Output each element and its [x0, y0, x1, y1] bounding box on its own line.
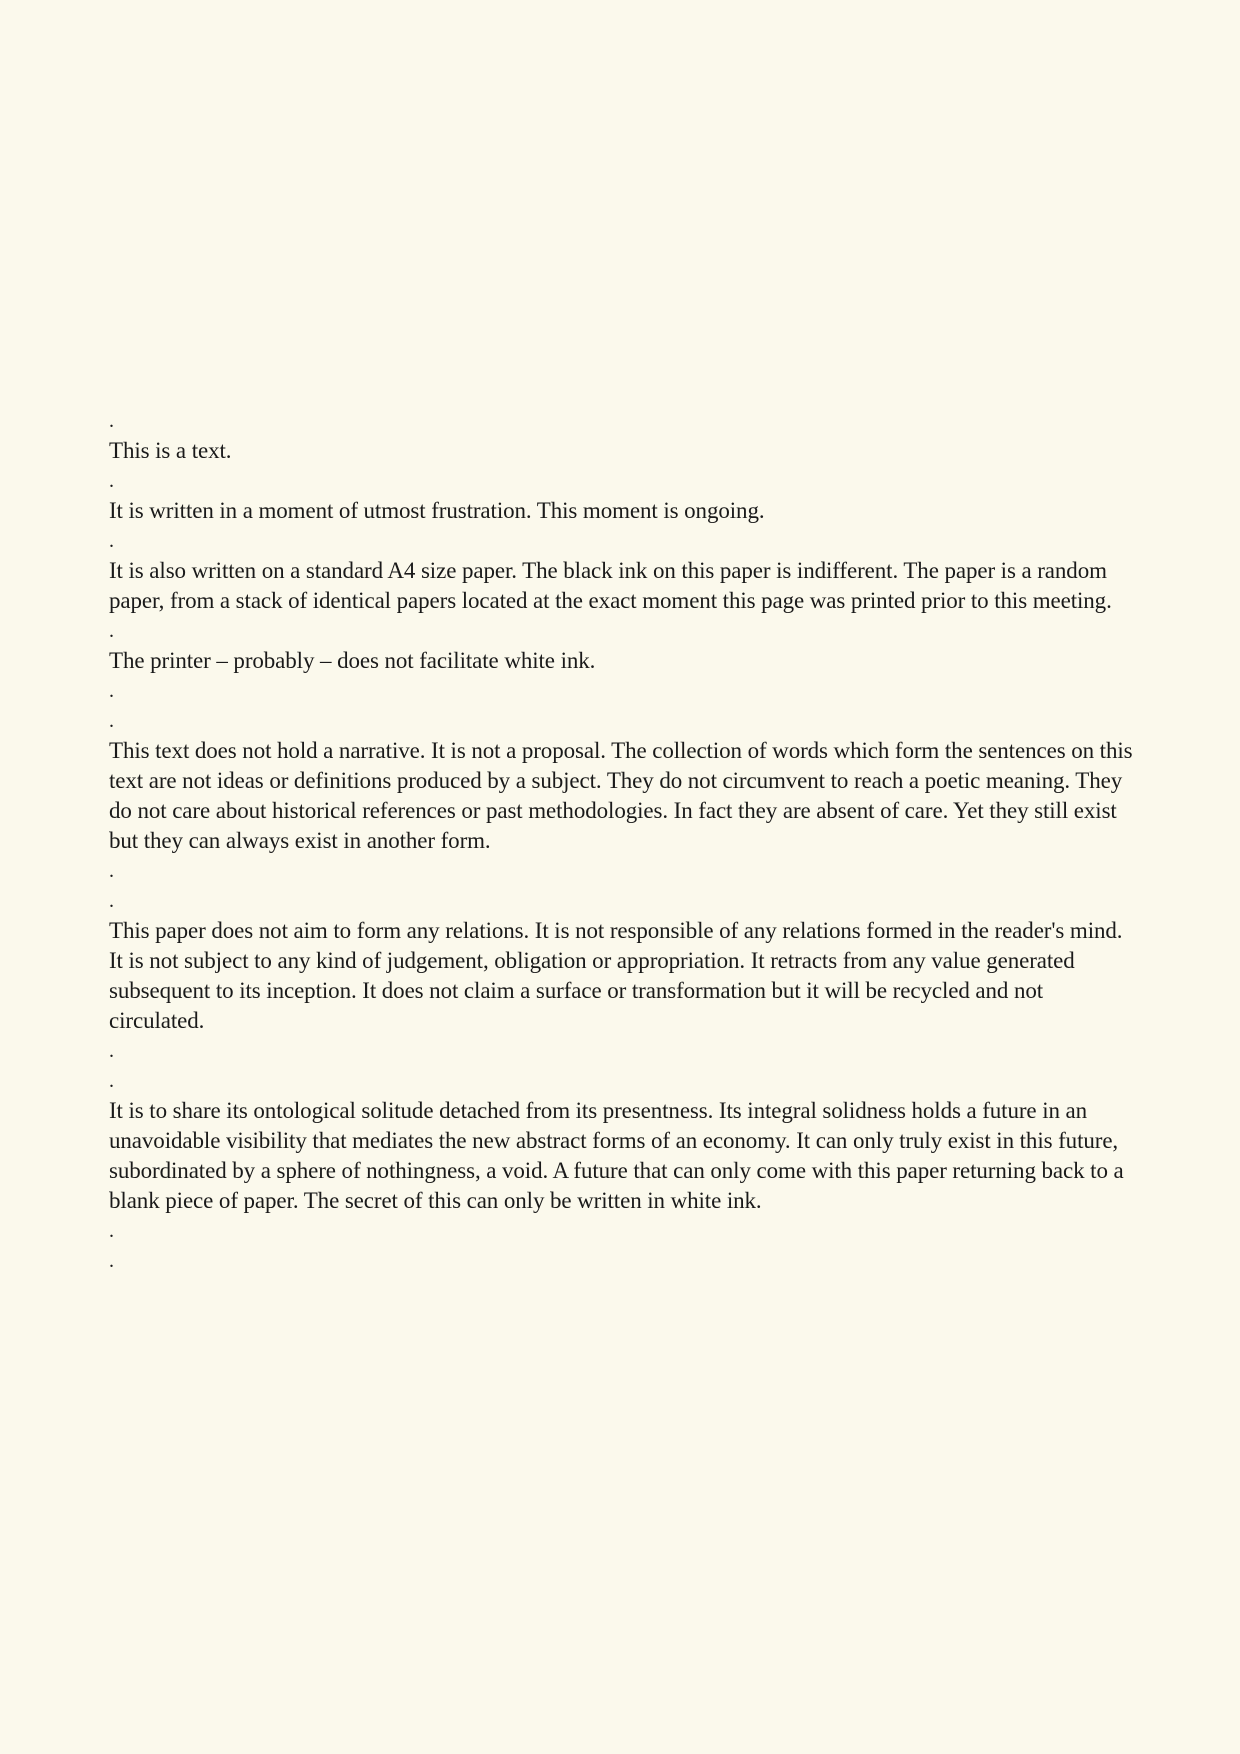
- paragraph: It is written in a moment of utmost frustration. This moment is ongoing.: [109, 498, 765, 523]
- body-text: [109, 406, 1139, 1276]
- separator-dot: .: [109, 530, 114, 552]
- separator-dot: .: [109, 890, 114, 912]
- separator-dot: .: [109, 860, 114, 882]
- paragraph: This is a text.: [109, 438, 232, 463]
- separator-dot: .: [109, 1070, 114, 1092]
- separator-dot: .: [109, 410, 114, 432]
- paragraph: The printer – probably – does not facilitate white ink.: [109, 648, 596, 673]
- paragraph: It is also written on a standard A4 size paper. The black ink on this paper is indifferent. The paper is a random paper, from a stack of identical papers located at the exact moment this page was printed prior to this meeting.: [109, 558, 1112, 613]
- separator-dot: .: [109, 1250, 114, 1272]
- paragraph: It is to share its ontological solitude detached from its presentness. Its integral solidness holds a future in an unavoidable visibility that mediates the new abstract forms of an economy. It can only truly exist in this future, subordinated by a sphere of nothingness, a void. A future that can only come with this paper returning back to a blank piece of paper. The secret of this can only be written in white ink.: [109, 1098, 1124, 1213]
- separator-dot: .: [109, 710, 114, 732]
- paragraph: This paper does not aim to form any relations. It is not responsible of any relations formed in the reader's mind. It is not subject to any kind of judgement, obligation or appropriation. It retracts from any value generated subsequent to its inception. It does not claim a surface or transformation but it will be recycled and not circulated.: [109, 918, 1123, 1033]
- separator-dot: .: [109, 680, 114, 702]
- separator-dot: .: [109, 470, 114, 492]
- separator-dot: .: [109, 1040, 114, 1062]
- separator-dot: .: [109, 1220, 114, 1242]
- separator-dot: .: [109, 620, 114, 642]
- paragraph: This text does not hold a narrative. It is not a proposal. The collection of words which form the sentences on this text are not ideas or definitions produced by a subject. They do not circumvent to reach a poetic meaning. They do not care about historical references or past methodologies. In fact they are absent of care. Yet they still exist but they can always exist in another form.: [109, 738, 1133, 853]
